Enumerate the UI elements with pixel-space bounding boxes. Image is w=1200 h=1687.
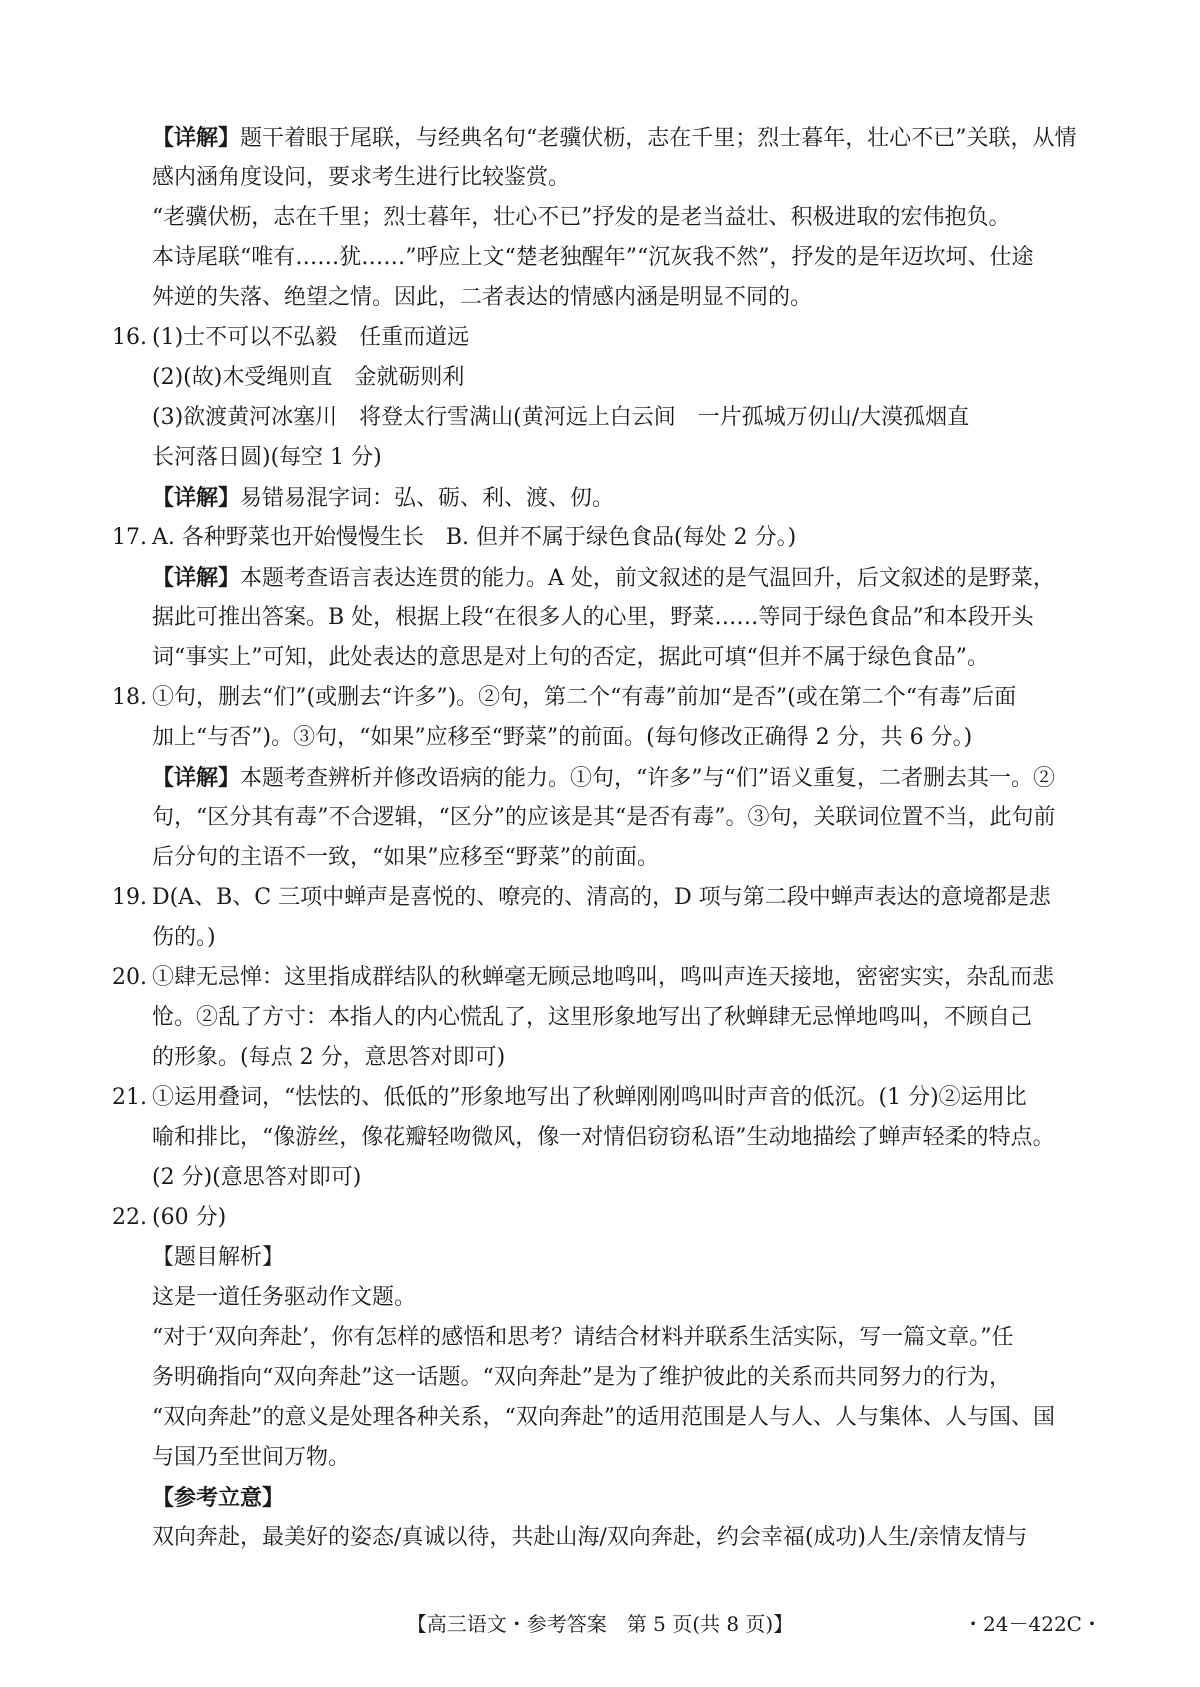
text-line [152,1118,1092,1158]
line-text: 本题考查语言表达连贯的能力。A 处，前文叙述的是气温回升，后文叙述的是野菜， [240,566,1055,591]
page-footer [0,1609,1200,1639]
detail-label: 【详解】 [152,765,241,791]
line-text: ①句，删去“们”(或删去“许多”)。②句，第二个“有毒”前加“是否”(或在第二个“有毒”后面 [152,685,1017,710]
text-line [152,1398,1092,1438]
text-line [112,1198,1092,1238]
line-text: 【题目解析】 [152,1245,285,1270]
text-line [152,1158,1092,1198]
detail-label: 【详解】 [152,125,241,151]
text-line [112,318,1092,358]
text-line [152,1478,1092,1518]
text-line [152,1438,1092,1478]
text-line [152,598,1092,638]
line-text: “老骥伏枥，志在千里；烈士暮年，壮心不已”抒发的是老当益壮、积极进取的宏伟抱负。 [152,205,1011,230]
line-text: (3)欲渡黄河冰塞川 将登太行雪满山(黄河远上白云间 一片孤城万仞山/大漠孤烟直 [152,405,970,430]
line-text: “对于‘双向奔赴’，你有怎样的感悟和思考？请结合材料并联系生活实际，写一篇文章。”任 [152,1325,1014,1350]
text-line [152,798,1092,838]
line-text: A. 各种野菜也开始慢慢生长 B. 但并不属于绿色食品(每处 2 分。) [152,525,797,550]
line-text: (2 分)(意思答对即可) [152,1165,362,1190]
text-line [152,558,1092,598]
question-number: 21. [112,1085,147,1110]
question-number: 17. [112,525,147,550]
line-text: 这是一道任务驱动作文题。 [152,1285,417,1310]
line-text: 喻和排比，“像游丝，像花瓣轻吻微风，像一对情侣窃窃私语”生动地描绘了蝉声轻柔的特点。 [152,1125,1055,1150]
text-line [152,718,1092,758]
text-line [152,638,1092,678]
text-line [152,158,1092,198]
text-line [112,1078,1092,1118]
line-text: 怆。②乱了方寸：本指人的内心慌乱了，这里形象地写出了秋蝉肆无忌惮地鸣叫，不顾自己 [152,1005,1033,1030]
line-text: 句，“区分其有毒”不合逻辑，“区分”的应该是其“是否有毒”。③句，关联词位置不当，此句前 [152,805,1056,830]
text-line [152,398,1092,438]
text-line [112,958,1092,998]
question-number: 18. [112,685,147,710]
text-line [112,678,1092,718]
text-line [152,1278,1092,1318]
footer-code: ・24－422C・ [963,1612,1102,1636]
line-text: ①肆无忌惮：这里指成群结队的秋蝉毫无顾忌地鸣叫，鸣叫声连天接地，密密实实，杂乱而悲 [152,965,1055,990]
line-text: 务明确指向“双向奔赴”这一话题。“双向奔赴”是为了维护彼此的关系而共同努力的行为， [152,1365,1011,1390]
text-line [152,998,1092,1038]
line-text: “双向奔赴”的意义是处理各种关系，“双向奔赴”的适用范围是人与人、人与集体、人与国、国 [152,1405,1055,1430]
line-text: 双向奔赴，最美好的姿态/真诚以待，共赴山海/双向奔赴，约会幸福(成功)人生/亲情友情与 [152,1525,1028,1550]
line-text: (60 分) [152,1205,227,1230]
text-line [152,358,1092,398]
text-line [152,838,1092,878]
text-line [152,1358,1092,1398]
text-line [112,878,1092,918]
detail-label: 【详解】 [152,485,241,511]
text-line [152,478,1092,518]
text-line [152,1318,1092,1358]
text-line [152,198,1092,238]
text-line [152,278,1092,318]
line-text: 【参考立意】 [152,1485,285,1511]
line-text: 的形象。(每点 2 分，意思答对即可) [152,1045,506,1070]
line-text: ①运用叠词，“怯怯的、低低的”形象地写出了秋蝉刚刚鸣叫时声音的低沉。(1 分)②运用比 [152,1085,1027,1110]
line-text: 题干着眼于尾联，与经典名句“老骥伏枥，志在千里；烈士暮年，壮心不已”关联，从情 [240,126,1077,151]
text-line [152,118,1092,158]
line-text: 舛逆的失落、绝望之情。因此，二者表达的情感内涵是明显不同的。 [152,285,813,310]
text-line [152,1518,1092,1558]
question-number: 16. [112,325,147,350]
text-line [152,1038,1092,1078]
line-text: 据此可推出答案。B 处，根据上段“在很多人的心里，野菜……等同于绿色食品”和本段开头 [152,605,1034,630]
line-text: 长河落日圆)(每空 1 分) [152,445,382,470]
detail-label: 【详解】 [152,565,241,591]
line-text: 本题考查辨析并修改语病的能力。①句，“许多”与“们”语义重复，二者删去其一。② [240,766,1056,791]
line-text: (1)士不可以不弘毅 任重而道远 [152,325,470,350]
question-number: 22. [112,1205,147,1230]
text-line [152,758,1092,798]
line-text: D(A、B、C 三项中蝉声是喜悦的、嘹亮的、清高的，D 项与第二段中蝉声表达的意境都是悲 [152,885,1051,910]
line-text: 本诗尾联“唯有……犹……”呼应上文“楚老独醒年”“沉灰我不然”，抒发的是年迈坎坷、仕途 [152,245,1034,270]
text-line [152,238,1092,278]
question-number: 20. [112,965,147,990]
line-text: 加上“与否”)。③句，“如果”应移至“野菜”的前面。(每句修改正确得 2 分，共 6 分。) [152,725,973,750]
question-number: 19. [112,885,147,910]
text-line [152,1238,1092,1278]
text-line [112,518,1092,558]
line-text: 后分句的主语不一致，“如果”应移至“野菜”的前面。 [152,845,659,870]
answer-body [112,118,1092,1558]
line-text: (2)(故)木受绳则直 金就砺则利 [152,365,465,390]
text-line [152,438,1092,478]
line-text: 易错易混字词：弘、砺、利、渡、仞。 [240,486,615,511]
footer-page-info: 【高三语文・参考答案 第 5 页(共 8 页)】 [406,1612,794,1636]
line-text: 词“事实上”可知，此处表达的意思是对上句的否定，据此可填“但并不属于绿色食品”。 [152,645,989,670]
line-text: 与国乃至世间万物。 [152,1445,351,1470]
text-line [152,918,1092,958]
line-text: 伤的。) [152,925,216,950]
line-text: 感内涵角度设问，要求考生进行比较鉴赏。 [152,165,571,190]
